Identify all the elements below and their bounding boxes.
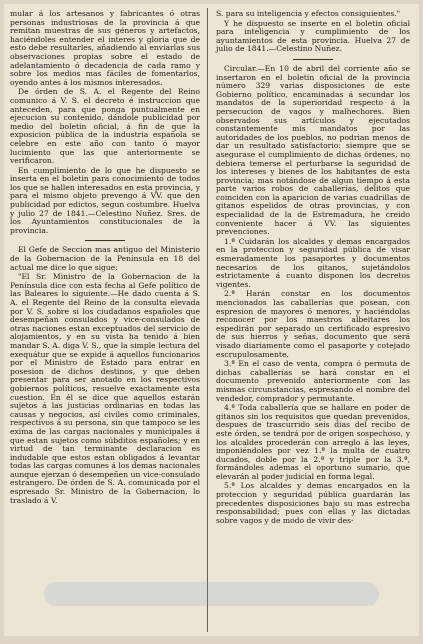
paragraph: De órden de S. A. el Regente del Reino comunico á V. S. el decreto é instruccion que anteceden, para que ponga puntualmente en ejecucion su contenido, dándole publicidad por medio del boletin oficial, á fin de que la exposicion pública de la industria española se celebre en este año con tanto ó mayor lucimiento que las que anteriormente se verificaron. <box>10 87 200 166</box>
numbered-item: 1.ª Cuidarán los alcaldes y demas encargados en la proteccion y seguridad pública de visar esmeradamente los pasaportes y documentos necesarios de los gitanos, sujetándolos estrictamente á cuanto disponen los decretos vigentes. <box>216 236 410 289</box>
section-divider <box>85 240 125 241</box>
newspaper-page <box>4 4 419 636</box>
numbered-item: 2.ª Harán constar en los documentos mencionados las caballerías que posean, con espresion de mayores ó menores, y haciéndolas reconocer por los maestros albeitares los espedirán por separado un certificado espresivo de sus hierros y señas, documento que será visado diariamente como el pasaporte y cotejado escrupulosamente. <box>216 289 410 359</box>
paragraph: mular á los artesanos y fabricantes ó otras personas industriosas de la provincia á que remitan muestras de sus géneros y artefactos, haciéndoles entender el interes y gloria que de esto debe resultarles, añadiendo al enviarlas sus observaciones propias sobre el estado de adelantamiento ó decadencia de cada ramo y sobre los medios mas fáciles de fomentarlos, oyendo antes á los mismos interesados. <box>10 9 200 87</box>
left-column <box>10 10 200 506</box>
circular-paragraph: Circular.—En 10 de abril del corriente año se insertaron en el boletin oficial de la provincia número 329 varias disposiciones de este Gobierno político, encaminadas á secundar los mandatos de la superioridad respecto á la persecucion de vagos y malhechores. Bien observados sus artículos y ejecutados constantemente mis mandatos por las autoridades de los pueblos, no podrian menos de dar un resultado satisfactorio: siempre que se asegurase el cumplimiento de dichas órdenes, no debiera temerse el perturbarse la seguridad de los intereses y bienes de los habitantes de esta provincia; mas notándose de algun tiempo á esta parte varios robos de caballerías, delitos que coinciden con la aparicion de varias cuadrillas de gitanos espelidos de otras provincias, y con especialidad de la de Estremadura, he creido conveniente hacer á VV. las siguientes prevenciones. <box>216 63 410 237</box>
right-column <box>216 10 410 526</box>
section-divider <box>293 59 333 60</box>
numbered-item: 5.ª Los alcaldes y demas encargados en la proteccion y seguridad pública guardarán las precedentes disposiciones bajo su mas estrecha responsabilidad; pues con ellas y las dictadas sobre vagos y de modo de vivir des- <box>216 481 410 525</box>
paragraph: S. para su inteligencia y efectos consiguientes." <box>216 9 401 18</box>
numbered-item: 3.ª En el caso de venta, compra ó permuta de dichas caballerías se hará constar en el documento prevenido anteriormente con las mismas circunstancias, espresando el nombre del vendedor, comprador y permutante. <box>216 359 410 403</box>
paragraph: El Gefe de Seccion mas antiguo del Ministerio de la Gobernacion de la Península en 18 del actual me dice lo que sigue: <box>10 245 200 272</box>
paragraph: Y he dispuesto se inserte en el boletin oficial para inteligencia y cumplimiento de los ayuntamientos de esta provincia. Huelva 27 de julio de 1841.—Celestino Nuñez. <box>216 18 410 54</box>
paragraph: En cumplimiento de lo que he dispuesto se inserta en el boletin para conocimiento de todos los que se hallen interesados en esta provincia, y para el mismo objeto prevengo á VV. que den publicidad por edictos, segun costumbre. Huelva y julio 27 de 1841.—Celestino Nuñez. Sres. de los Ayuntamientos constitucionales de la provincia. <box>10 165 200 235</box>
library-stamp-watermark <box>44 582 379 606</box>
paragraph: "El Sr. Ministro de la Gobernacion de la Península dice con esta fecha al Gefe político de las Baleares lo siguiente.—He dado cuenta á S. A. el Regente del Reino de la consulta elevada por V. S. sobre si los ciudadanos españoles que desempeñan consulados y vice-consulados de otras naciones estan exceptuados del servicio de alojamientos, y en su vista ha tenido á bien mandar S. A. diga V. S., que la simple lectura del exequátur que se expide á aquellos funcionarios por el Ministro de Estado para entrar en posesion de dichos destinos, y que deben presentar para ser anotado en los respectivos gobiernos políticos, resuelve exactamente esta cuestion. En él se dice que aquellos estarán sujetos á las justicias ordinarias en todas las causas y negocios, así civiles como criminales, respectivos á su persona, sin que tampoco se les exima de las cargas nacionales y municipales á que estan sujetos como súbditos españoles; y en virtud de tan terminante declaracion es indudable que estos estan obligados á levantar todas las cargas comunes á los demas nacionales aunque ejerzan ó desempeñen un vice-consulado estrangero. De órden de S. A. comunicada por el espresado Sr. Ministro de la Gobernacion, lo traslado á V. <box>10 272 200 505</box>
column-rule <box>207 8 208 632</box>
numbered-item: 4.ª Toda caballería que se hallare en poder de gitanos sin los requisitos que quedan prevenidos, despues de trascurrido seis dias del recibo de este órden, se tendrá por de origen sospechoso, y los alcaldes procederán con arreglo á las leyes, imponiéndoles por vez 1.ª la multa de cuatro ducados, doble por la 2.ª y triple por la 3.ª, formándoles ademas el oportuno sumario, que elevarán al poder judicial en forma legal. <box>216 403 410 481</box>
